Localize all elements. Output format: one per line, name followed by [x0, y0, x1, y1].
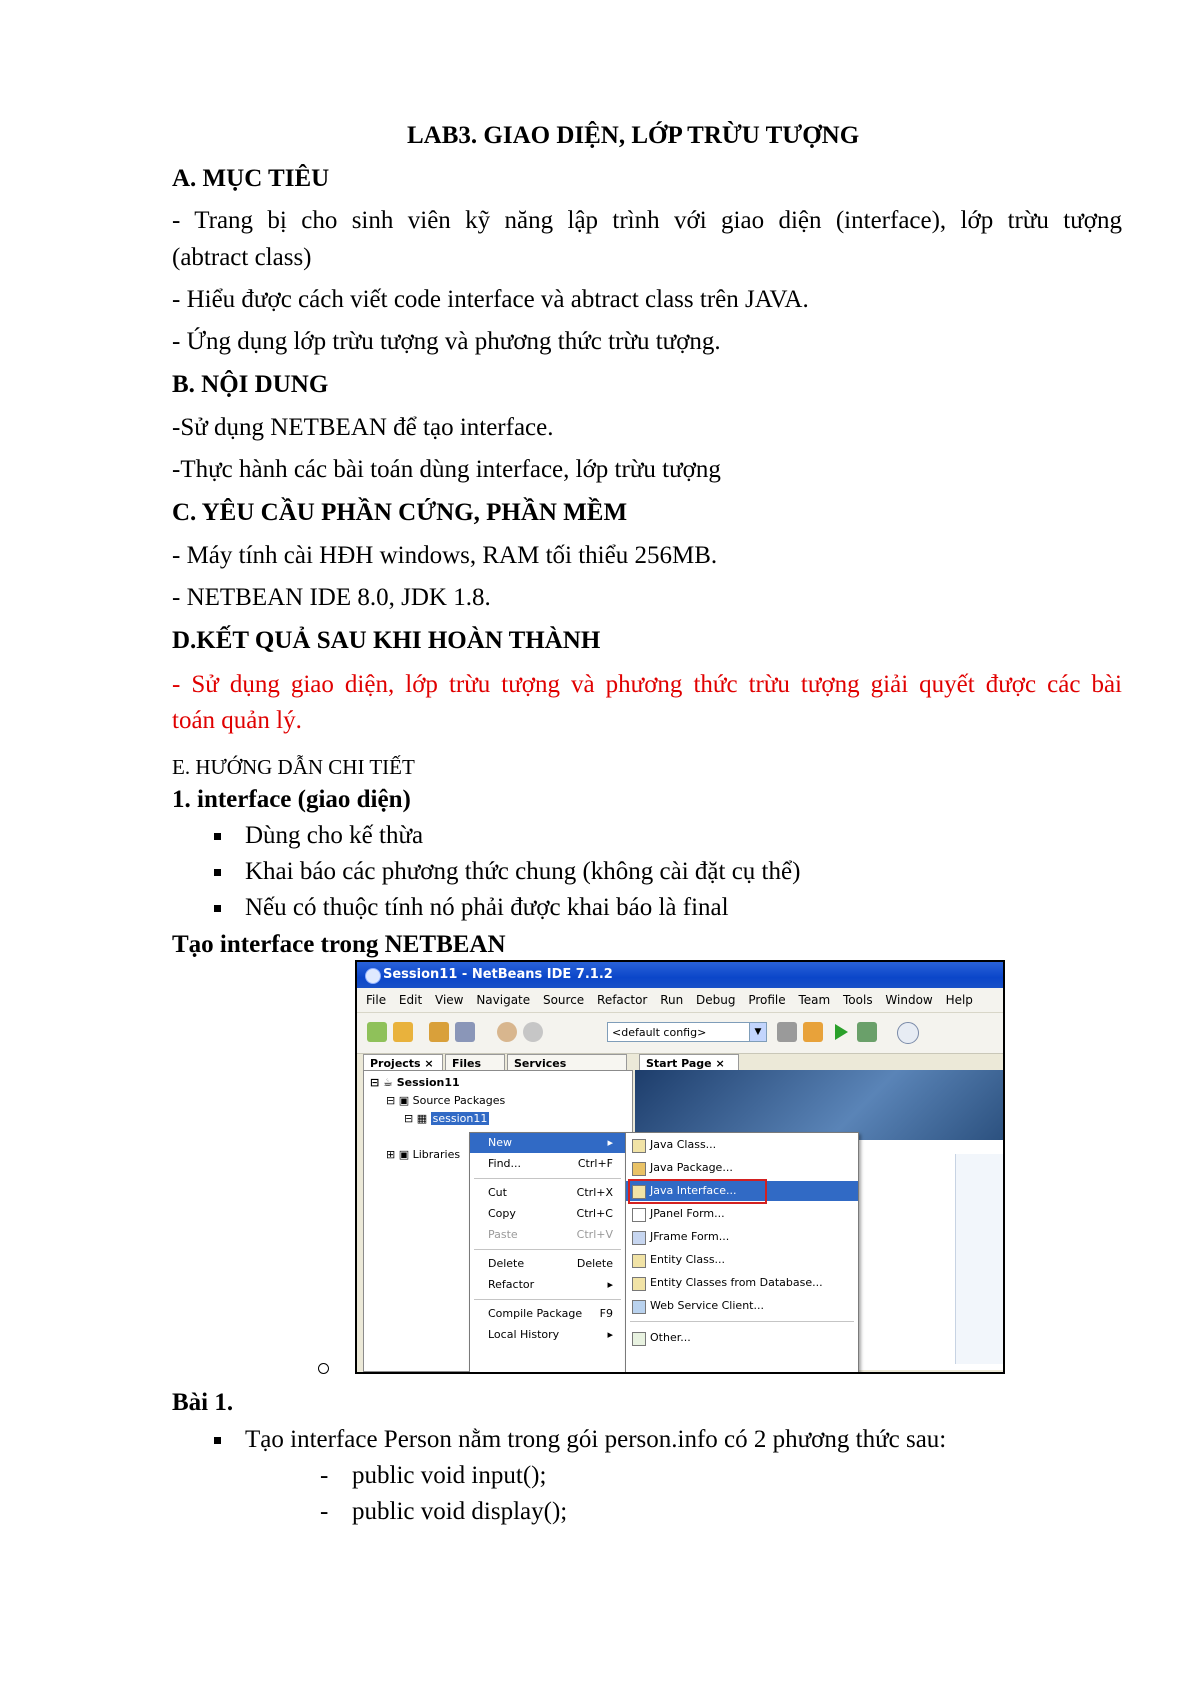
section-a-line-1: - Trang bị cho sinh viên kỹ năng lập trình với giao diện (interface), lớp trừu tượng [172, 207, 1122, 234]
menu-separator [630, 1321, 854, 1322]
doc-title: LAB3. GIAO DIỆN, LỚP TRỪU TƯỢNG [407, 122, 860, 149]
menu-help[interactable]: Help [945, 993, 973, 1007]
tab-start-page[interactable]: Start Page × [639, 1054, 739, 1072]
tree-label: Libraries [412, 1148, 461, 1161]
menu-team[interactable]: Team [798, 993, 831, 1007]
bai1-method-2: public void display(); [352, 1498, 568, 1525]
tree-label: Source Packages [412, 1094, 506, 1107]
bullet-marker [214, 833, 221, 840]
window-titlebar [357, 962, 1003, 988]
section-a-line-3: - Ứng dụng lớp trừu tượng và phương thức trừu tượng. [172, 328, 721, 355]
run-icon[interactable] [831, 1022, 851, 1042]
menu-separator [474, 1249, 621, 1250]
bai1-method-1: public void input(); [352, 1462, 547, 1489]
tree-item-session11[interactable]: ⊟ ☕ Session11 [370, 1076, 460, 1089]
submenu-item-entity-class[interactable]: Entity Class... [626, 1250, 858, 1270]
section-c-line-1: - Máy tính cài HĐH windows, RAM tối thiểu 256MB. [172, 542, 718, 569]
menu-item-paste[interactable]: Paste Ctrl+V [488, 1228, 613, 1241]
toolbar [357, 1012, 1003, 1054]
section-d-heading: D.KẾT QUẢ SAU KHI HOÀN THÀNH [172, 627, 601, 654]
menu-navigate[interactable]: Navigate [476, 993, 531, 1007]
jpanel-icon [632, 1208, 646, 1222]
bullet-item-3: Nếu có thuộc tính nó phải được khai báo là final [245, 894, 729, 921]
tab-projects[interactable]: Projects × [363, 1054, 443, 1072]
tree-item-package[interactable]: ⊟ ▦ session11 [404, 1112, 488, 1125]
menu-profile[interactable]: Profile [748, 993, 786, 1007]
undo-icon[interactable] [497, 1022, 517, 1042]
menu-item-new[interactable]: New ▸ [470, 1133, 625, 1153]
web-service-icon [632, 1300, 646, 1314]
config-value: <default config> [612, 1026, 707, 1039]
config-select[interactable] [607, 1022, 767, 1042]
section-c-heading: C. YÊU CẦU PHẦN CỨNG, PHẦN MỀM [172, 499, 628, 526]
open-project-icon[interactable] [429, 1022, 449, 1042]
menu-refactor[interactable]: Refactor [597, 993, 648, 1007]
section-a-line-2: - Hiểu được cách viết code interface và abtract class trên JAVA. [172, 286, 809, 313]
menu-file[interactable]: File [366, 993, 387, 1007]
entity-class-icon [632, 1254, 646, 1268]
bullet-item-2: Khai báo các phương thức chung (không cài đặt cụ thể) [245, 858, 801, 885]
section-a-line-1b: (abtract class) [172, 244, 312, 271]
submenu-item-jpanel-form[interactable]: JPanel Form... [626, 1204, 858, 1224]
menu-window[interactable]: Window [885, 993, 933, 1007]
tree-item-source-packages[interactable]: ⊟ ▣ Source Packages [386, 1094, 506, 1107]
submenu-item-other[interactable]: Other... [626, 1328, 858, 1348]
menu-item-local-history[interactable]: Local History ▸ [488, 1328, 613, 1341]
menu-view[interactable]: View [435, 993, 464, 1007]
window-title: Session11 - NetBeans IDE 7.1.2 [383, 967, 613, 982]
tab-files[interactable]: Files [445, 1054, 505, 1072]
section-d-line-1b: toán quản lý. [172, 707, 302, 734]
highlight-box [628, 1179, 767, 1204]
start-page-card [955, 1154, 1004, 1364]
tree-item-libraries[interactable]: ⊞ ▣ Libraries [386, 1148, 461, 1161]
menu-edit[interactable]: Edit [398, 993, 423, 1007]
menu-item-cut[interactable]: Cut Ctrl+X [488, 1186, 613, 1199]
new-file-icon[interactable] [367, 1022, 387, 1042]
bullet-marker [214, 869, 221, 876]
menu-debug[interactable]: Debug [696, 993, 736, 1007]
menu-item-copy[interactable]: Copy Ctrl+C [488, 1207, 613, 1220]
tree-label: session11 [432, 1112, 488, 1125]
menu-separator [474, 1299, 621, 1300]
jframe-icon [632, 1231, 646, 1245]
dash-marker: - [320, 1462, 329, 1489]
section-b-heading: B. NỘI DUNG [172, 371, 329, 398]
submenu-item-web-service-client[interactable]: Web Service Client... [626, 1296, 858, 1316]
section-e-heading: E. HƯỚNG DẪN CHI TIẾT [172, 755, 415, 779]
tab-services[interactable]: Services [507, 1054, 627, 1072]
submenu-item-java-class[interactable]: Java Class... [626, 1135, 858, 1155]
bullet-marker [214, 1437, 221, 1444]
menu-tools[interactable]: Tools [843, 993, 873, 1007]
clean-build-icon[interactable] [777, 1022, 797, 1042]
java-class-icon [632, 1139, 646, 1153]
menu-item-refactor[interactable]: Refactor ▸ [488, 1278, 613, 1291]
submenu-item-java-interface[interactable]: Java Interface... [626, 1181, 858, 1201]
submenu-item-jframe-form[interactable]: JFrame Form... [626, 1227, 858, 1247]
section-b-line-1: -Sử dụng NETBEAN để tạo interface. [172, 414, 554, 441]
menu-source[interactable]: Source [542, 993, 585, 1007]
start-page-banner [635, 1070, 1003, 1140]
netbeans-screenshot [355, 960, 1005, 1374]
section-d-line-1: - Sử dụng giao diện, lớp trừu tượng và phương thức trừu tượng giải quyết được các bài [172, 671, 1122, 698]
new-project-icon[interactable] [393, 1022, 413, 1042]
chevron-down-icon[interactable]: ▼ [749, 1023, 766, 1041]
netbeans-app-icon [365, 968, 381, 984]
bai1-bullet: Tạo interface Person nằm trong gói person.info có 2 phương thức sau: [245, 1426, 947, 1453]
profile-icon[interactable] [897, 1022, 919, 1044]
menu-separator [474, 1178, 621, 1179]
section-a-heading: A. MỤC TIÊU [172, 165, 330, 192]
other-icon [632, 1332, 646, 1346]
debug-icon[interactable] [857, 1022, 877, 1042]
section-c-line-2: - NETBEAN IDE 8.0, JDK 1.8. [172, 584, 491, 611]
section-e-sub-1: 1. interface (giao diện) [172, 786, 411, 813]
section-b-line-2: -Thực hành các bài toán dùng interface, lớp trừu tượng [172, 456, 721, 483]
list-circle-marker [318, 1363, 329, 1374]
redo-icon[interactable] [523, 1022, 543, 1042]
tree-label: Session11 [396, 1076, 460, 1089]
dash-marker: - [320, 1498, 329, 1525]
build-icon[interactable] [803, 1022, 823, 1042]
create-interface-heading: Tạo interface trong NETBEAN [172, 931, 506, 958]
menu-item-find[interactable]: Find... Ctrl+F [488, 1157, 613, 1170]
menu-run[interactable]: Run [660, 993, 684, 1007]
entity-db-icon [632, 1277, 646, 1291]
menu-item-delete[interactable]: Delete Delete [488, 1257, 613, 1270]
context-menu [469, 1132, 626, 1374]
bai1-heading: Bài 1. [172, 1389, 234, 1416]
submenu-item-java-package[interactable]: Java Package... [626, 1158, 858, 1178]
submenu-item-entity-classes-db[interactable]: Entity Classes from Database... [626, 1273, 858, 1293]
menu-bar [357, 988, 1003, 1012]
menu-item-compile-package[interactable]: Compile Package F9 [488, 1307, 613, 1320]
bullet-marker [214, 905, 221, 912]
package-icon [632, 1162, 646, 1176]
bullet-item-1: Dùng cho kế thừa [245, 822, 424, 849]
new-submenu [625, 1132, 859, 1374]
save-all-icon[interactable] [455, 1022, 475, 1042]
